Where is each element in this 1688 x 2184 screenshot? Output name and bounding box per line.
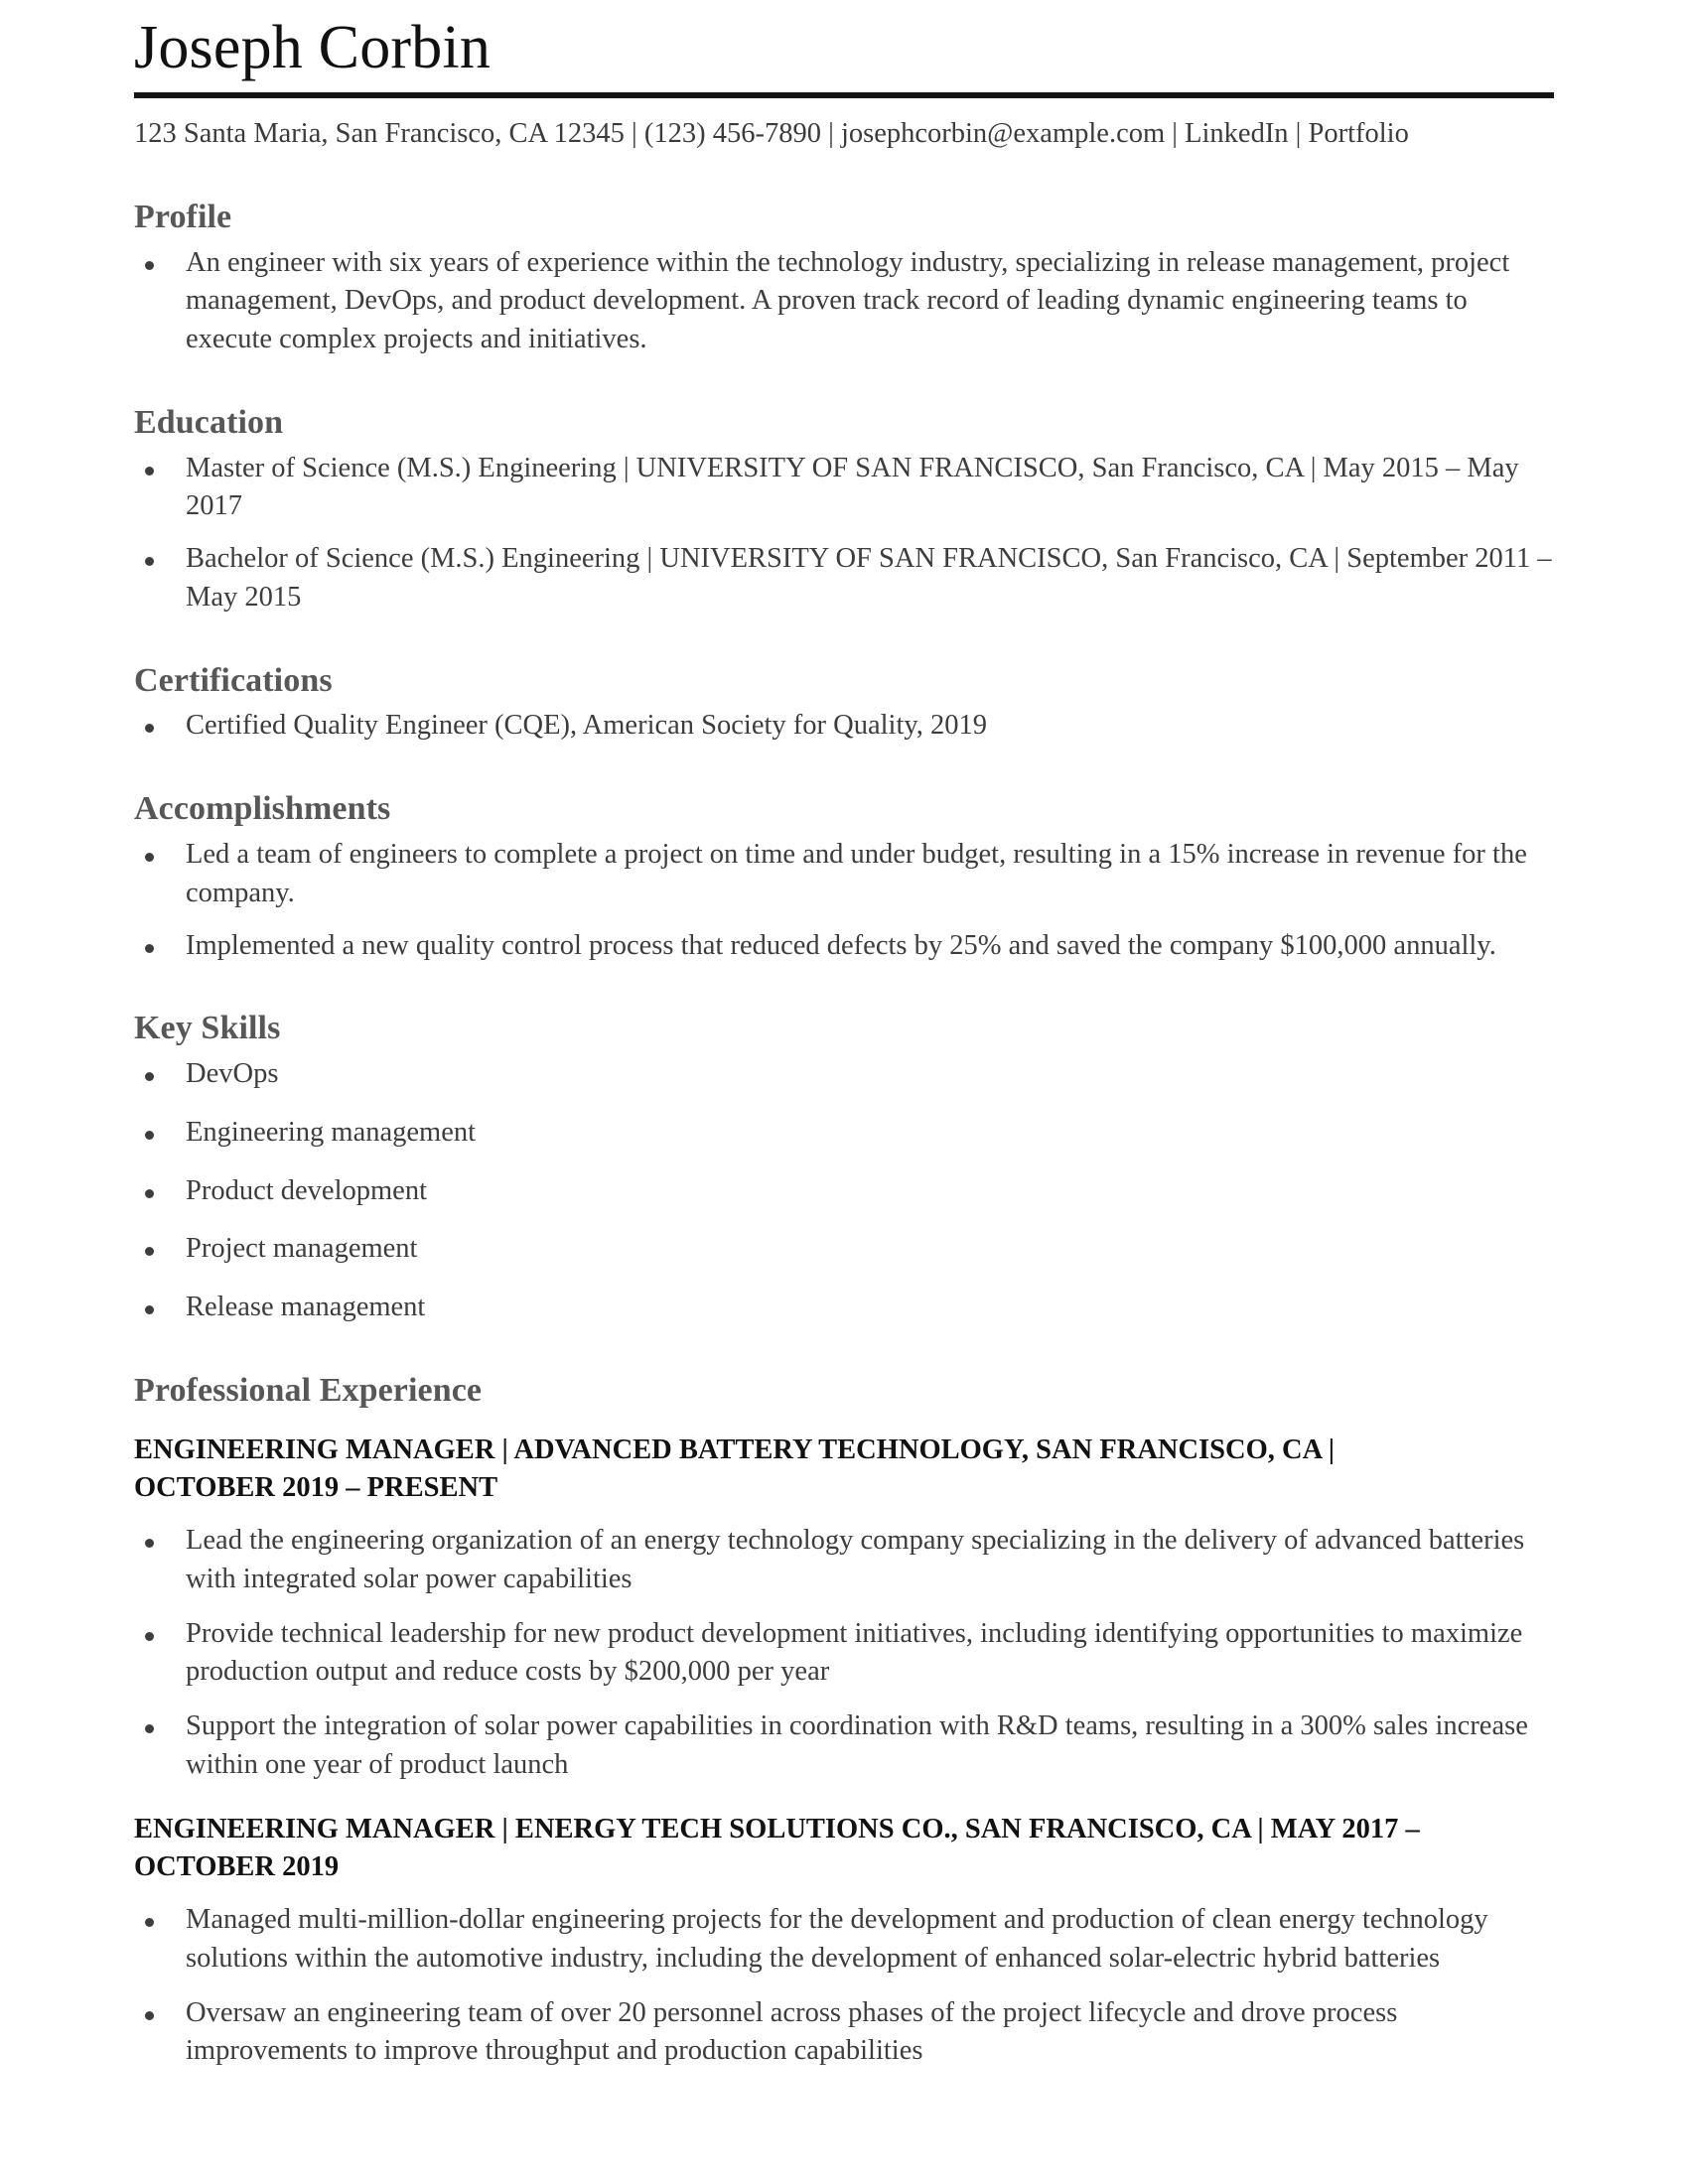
- list-item: Implemented a new quality control process that reduced defects by 25% and saved the company $100,000 annually.: [134, 927, 1554, 966]
- section-profile: [134, 198, 1554, 359]
- list-item: DevOps: [134, 1055, 1554, 1094]
- header-divider: [134, 92, 1554, 98]
- list-item: Provide technical leadership for new product development initiatives, including identifying opportunities to maximize production output and reduce costs by $200,000 per year: [134, 1615, 1554, 1693]
- list-item: Certified Quality Engineer (CQE), American Society for Quality, 2019: [134, 707, 1554, 746]
- list-item: Product development: [134, 1172, 1554, 1211]
- profile-bullet-list: [134, 244, 1554, 359]
- section-education: [134, 403, 1554, 617]
- list-item: Oversaw an engineering team of over 20 personnel across phases of the project lifecycle and drove process improvements to improve throughput and production capabilities: [134, 1994, 1554, 2072]
- section-professional-experience: [134, 1371, 1554, 2071]
- list-item: Managed multi-million-dollar engineering projects for the development and production of clean energy technology solutions within the automotive industry, including the development of enhanced solar-electric hybrid batteries: [134, 1901, 1554, 1979]
- candidate-name: Joseph Corbin: [134, 14, 492, 81]
- certifications-bullet-list: [134, 707, 1554, 746]
- list-item: Project management: [134, 1230, 1554, 1269]
- education-bullet-list: [134, 450, 1554, 617]
- list-item: Support the integration of solar power capabilities in coordination with R&D teams, resulting in a 300% sales increase within one year of product launch: [134, 1707, 1554, 1785]
- section-heading-education: Education: [134, 403, 284, 441]
- list-item: Bachelor of Science (M.S.) Engineering | UNIVERSITY OF SAN FRANCISCO, San Francisco, CA | September 2011 – May 2015: [134, 540, 1554, 617]
- experience-entry: [134, 1432, 1554, 1785]
- contact-line: 123 Santa Maria, San Francisco, CA 12345 | (123) 456-7890 | josephcorbin@example.com | LinkedIn | Portfolio: [134, 118, 1409, 150]
- job-bullet-list: [134, 1901, 1554, 2071]
- accomplishments-bullet-list: [134, 836, 1554, 965]
- section-heading-professional-experience: Professional Experience: [134, 1371, 483, 1409]
- section-certifications: [134, 661, 1554, 747]
- list-item: Engineering management: [134, 1114, 1554, 1153]
- job-bullet-list: [134, 1522, 1554, 1785]
- section-heading-profile: Profile: [134, 198, 232, 235]
- section-heading-key-skills: Key Skills: [134, 1010, 281, 1047]
- experience-entry: [134, 1811, 1554, 2072]
- key-skills-bullet-list: [134, 1055, 1554, 1327]
- section-accomplishments: [134, 789, 1554, 965]
- resume-header: [134, 0, 1554, 154]
- list-item: Led a team of engineers to complete a project on time and under budget, resulting in a 15% increase in revenue for the company.: [134, 836, 1554, 913]
- section-key-skills: [134, 1009, 1554, 1327]
- list-item: An engineer with six years of experience within the technology industry, specializing in release management, project management, DevOps, and product development. A proven track record of leading dynamic engineering teams to execute complex projects and initiatives.: [134, 244, 1554, 359]
- list-item: Lead the engineering organization of an energy technology company specializing in the delivery of advanced batteries with integrated solar power capabilities: [134, 1522, 1554, 1599]
- job-title: ENGINEERING MANAGER | ADVANCED BATTERY TECHNOLOGY, SAN FRANCISCO, CA | OCTOBER 2019 – PRESENT: [134, 1433, 1335, 1504]
- section-heading-accomplishments: Accomplishments: [134, 790, 391, 828]
- section-heading-certifications: Certifications: [134, 661, 333, 699]
- list-item: Master of Science (M.S.) Engineering | UNIVERSITY OF SAN FRANCISCO, San Francisco, CA | May 2015 – May 2017: [134, 450, 1554, 527]
- job-title: ENGINEERING MANAGER | ENERGY TECH SOLUTIONS CO., SAN FRANCISCO, CA | MAY 2017 – OCTOBER 2019: [134, 1813, 1420, 1883]
- list-item: Release management: [134, 1289, 1554, 1327]
